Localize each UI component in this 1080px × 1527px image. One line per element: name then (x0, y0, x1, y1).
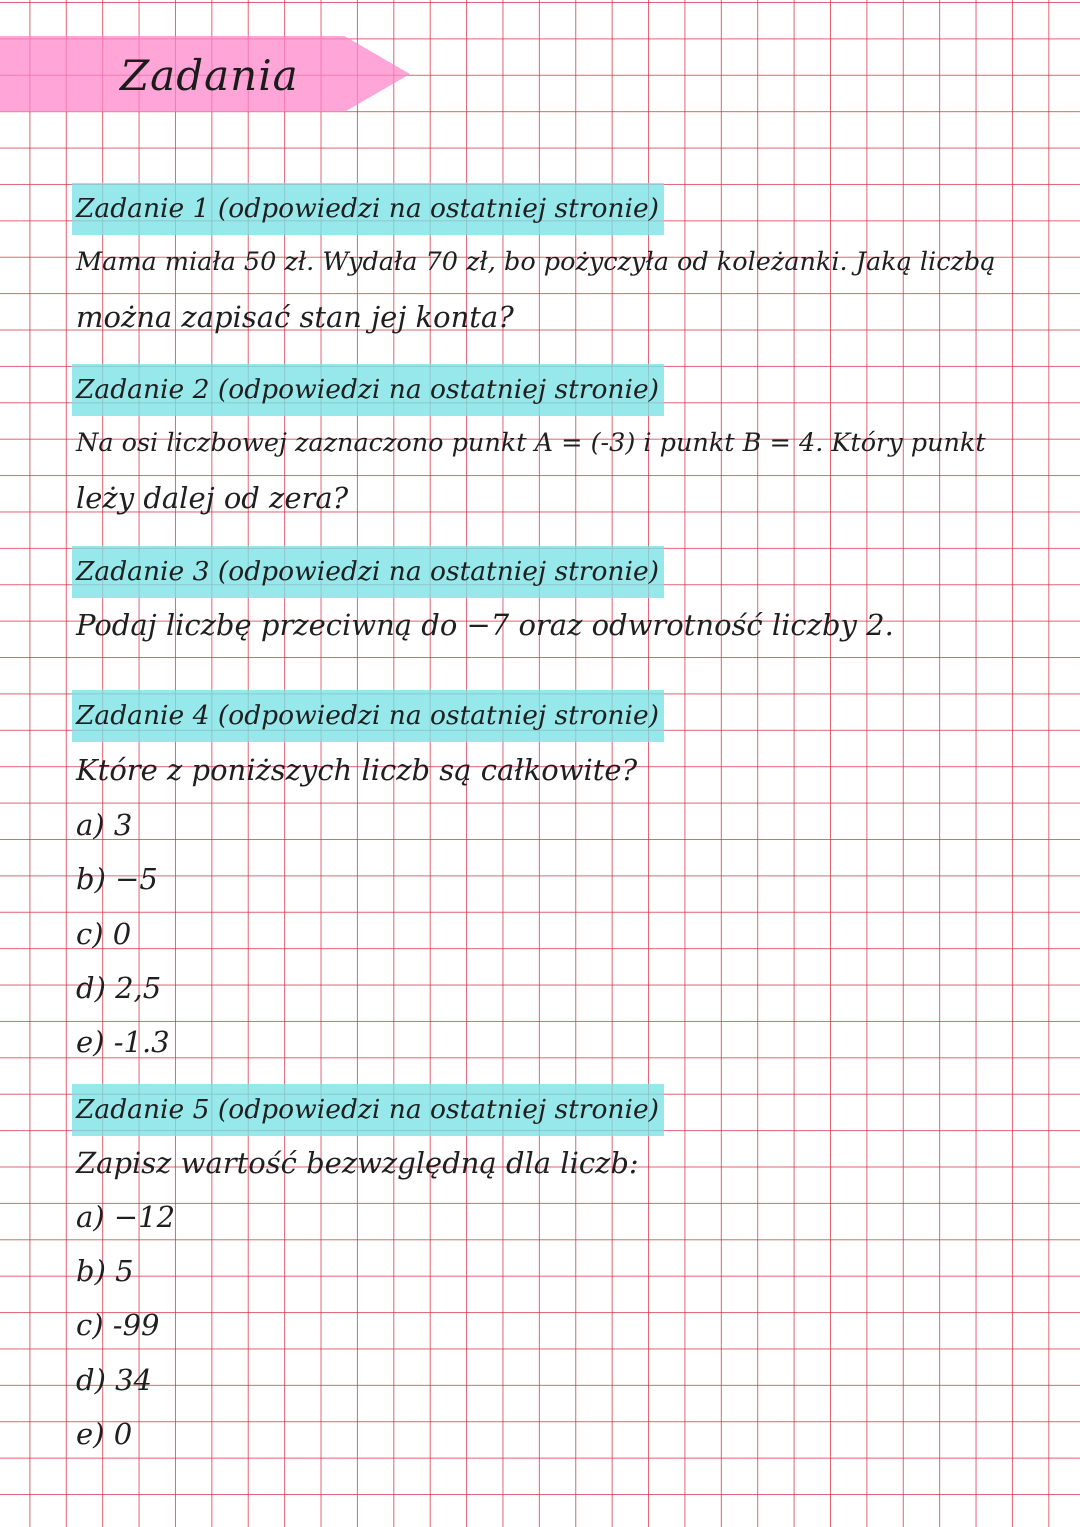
task-4-option-c: c) 0 (76, 917, 132, 951)
task-1-line-1: Mama miała 50 zł. Wydała 70 zł, bo pożyczyła od koleżanki. Jaką liczbą (76, 247, 996, 277)
task-3-heading (72, 546, 664, 598)
task-1-heading (72, 183, 664, 235)
task-5-heading-text: Zadanie 5 (odpowiedzi na ostatniej stronie) (76, 1094, 659, 1125)
task-4-heading (72, 690, 664, 742)
task-1-line-2: można zapisać stan jej konta? (76, 300, 514, 334)
task-2-line-2: leży dalej od zera? (76, 481, 349, 515)
task-4-option-b: b) −5 (76, 862, 158, 896)
task-2-heading (72, 364, 664, 416)
task-5-option-e: e) 0 (76, 1417, 133, 1451)
task-5-option-c: c) -99 (76, 1308, 160, 1342)
task-2-heading-text: Zadanie 2 (odpowiedzi na ostatniej stronie) (76, 374, 659, 405)
task-2-line-1: Na osi liczbowej zaznaczono punkt A = (-3) i punkt B = 4. Który punkt (76, 428, 986, 458)
page-title: Zadania (120, 51, 299, 100)
task-4-option-a: a) 3 (76, 808, 133, 842)
task-5-heading (72, 1084, 664, 1136)
task-5-option-a: a) −12 (76, 1200, 176, 1234)
task-5-option-d: d) 34 (76, 1363, 152, 1397)
task-4-option-d: d) 2,5 (76, 971, 162, 1005)
task-4-option-e: e) -1.3 (76, 1025, 170, 1059)
task-3-line-1: Podaj liczbę przeciwną do −7 oraz odwrotność liczby 2. (76, 608, 894, 642)
task-5-question: Zapisz wartość bezwzględną dla liczb: (76, 1146, 639, 1180)
task-4-question: Które z poniższych liczb są całkowite? (76, 753, 638, 787)
task-3-heading-text: Zadanie 3 (odpowiedzi na ostatniej stronie) (76, 556, 659, 587)
task-5-option-b: b) 5 (76, 1254, 134, 1288)
task-1-heading-text: Zadanie 1 (odpowiedzi na ostatniej stronie) (76, 193, 659, 224)
task-4-heading-text: Zadanie 4 (odpowiedzi na ostatniej stronie) (76, 700, 659, 731)
